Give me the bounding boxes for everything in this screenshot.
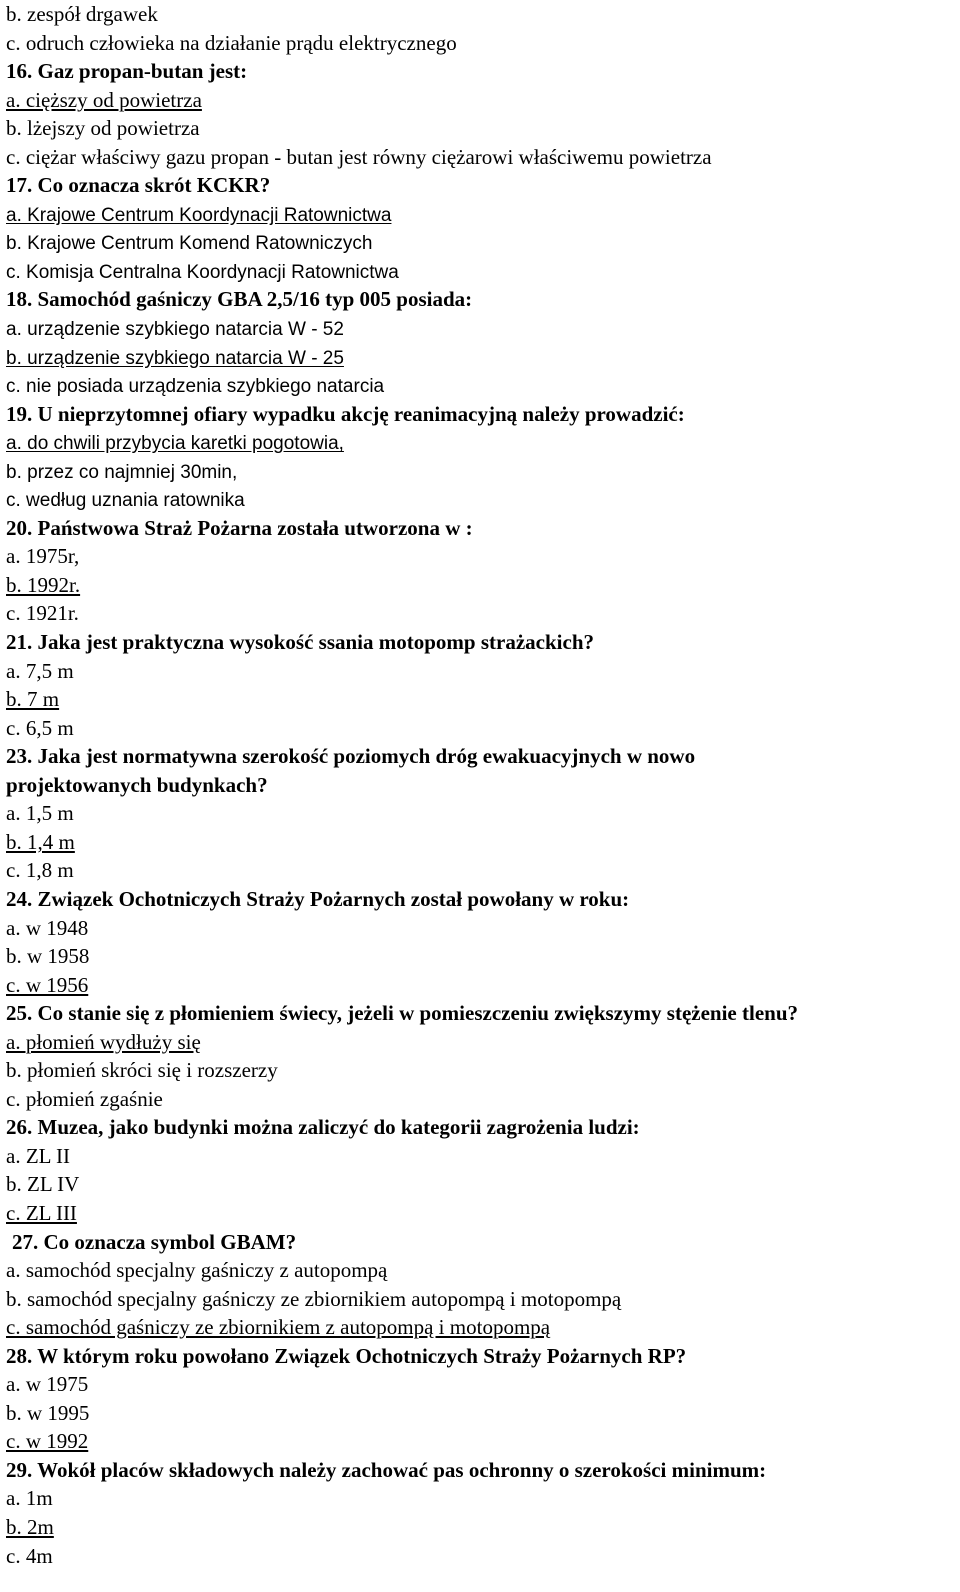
answer-line bbox=[6, 914, 956, 943]
question-text: 18. Samochód gaśniczy GBA 2,5/16 typ 005 posiada: bbox=[6, 287, 473, 312]
question-line bbox=[6, 285, 956, 314]
answer-line bbox=[6, 1484, 956, 1513]
answer-text: c. ciężar właściwy gazu propan - butan jest równy ciężarowi właściwemu powietrza bbox=[6, 144, 712, 169]
answer-text: a. cięższy od powietrza bbox=[6, 87, 202, 112]
answer-text: c. w 1956 bbox=[6, 972, 89, 997]
answer-text: b. zespół drgawek bbox=[6, 2, 158, 26]
answer-text: b. w 1958 bbox=[6, 944, 90, 969]
question-line bbox=[6, 514, 956, 543]
answer-line bbox=[6, 428, 956, 457]
answer-text: c. 1,8 m bbox=[6, 858, 74, 883]
answer-line bbox=[6, 1370, 956, 1399]
question-text: 24. Związek Ochotniczych Straży Pożarnych został powołany w roku: bbox=[6, 886, 630, 911]
answer-line bbox=[6, 0, 956, 29]
answer-line bbox=[6, 1170, 956, 1199]
question-text: 26. Muzea, jako budynki można zaliczyć do kategorii zagrożenia ludzi: bbox=[6, 1115, 640, 1140]
answer-line bbox=[6, 971, 956, 1000]
answer-text: c. samochód gaśniczy ze zbiornikiem z autopompą i motopompą bbox=[6, 1315, 551, 1340]
question-line bbox=[6, 57, 956, 86]
answer-line bbox=[6, 29, 956, 58]
answer-text: b. samochód specjalny gaśniczy ze zbiornikiem autopompą i motopompą bbox=[6, 1286, 622, 1311]
answer-text: b. 2m bbox=[6, 1514, 54, 1539]
answer-text: a. urządzenie szybkiego natarcia W - 52 bbox=[6, 319, 344, 341]
question-line bbox=[6, 1342, 956, 1371]
answer-line bbox=[6, 856, 956, 885]
answer-text: c. nie posiada urządzenia szybkiego natarcia bbox=[6, 376, 385, 398]
answer-text: a. płomień wydłuży się bbox=[6, 1029, 201, 1054]
answer-line bbox=[6, 657, 956, 686]
answer-text: c. według uznania ratownika bbox=[6, 490, 245, 512]
answer-line bbox=[6, 1285, 956, 1314]
answer-line bbox=[6, 228, 956, 257]
answer-text: b. 1,4 m bbox=[6, 829, 75, 854]
answer-line bbox=[6, 1256, 956, 1285]
question-text: 17. Co oznacza skrót KCKR? bbox=[6, 173, 271, 198]
question-text: 21. Jaka jest praktyczna wysokość ssania motopomp strażackich? bbox=[6, 630, 594, 655]
answer-text: b. ZL IV bbox=[6, 1172, 80, 1197]
answer-text: a. 1m bbox=[6, 1486, 53, 1511]
answer-line bbox=[6, 86, 956, 115]
question-text: projektowanych budynkach? bbox=[6, 772, 268, 797]
question-text: 29. Wokół placów składowych należy zachować pas ochronny o szerokości minimum: bbox=[6, 1457, 767, 1482]
answer-line bbox=[6, 714, 956, 743]
answer-text: b. 1992r. bbox=[6, 572, 81, 597]
answer-line bbox=[6, 542, 956, 571]
question-line bbox=[6, 771, 956, 800]
answer-text: a. w 1948 bbox=[6, 915, 89, 940]
answer-line bbox=[6, 457, 956, 486]
question-line bbox=[6, 628, 956, 657]
answer-text: c. 4m bbox=[6, 1543, 53, 1568]
answer-text: c. Komisja Centralna Koordynacji Ratownictwa bbox=[6, 261, 399, 283]
answer-text: b. 7 m bbox=[6, 687, 60, 712]
answer-line bbox=[6, 942, 956, 971]
question-line bbox=[6, 1113, 956, 1142]
answer-text: a. 1975r, bbox=[6, 544, 80, 569]
answer-text: b. urządzenie szybkiego natarcia W - 25 bbox=[6, 347, 344, 369]
question-text: 16. Gaz propan-butan jest: bbox=[6, 59, 248, 84]
answer-line bbox=[6, 828, 956, 857]
answer-line bbox=[6, 1028, 956, 1057]
answer-text: b. w 1995 bbox=[6, 1400, 90, 1425]
answer-line bbox=[6, 200, 956, 229]
answer-line bbox=[6, 1427, 956, 1456]
answer-line bbox=[6, 143, 956, 172]
answer-line bbox=[6, 599, 956, 628]
answer-text: b. lżejszy od powietrza bbox=[6, 116, 200, 141]
answer-text: a. Krajowe Centrum Koordynacji Ratownictwa bbox=[6, 204, 392, 226]
answer-text: c. płomień zgaśnie bbox=[6, 1086, 163, 1111]
answer-text: a. 7,5 m bbox=[6, 658, 74, 683]
answer-line bbox=[6, 257, 956, 286]
answer-line bbox=[6, 314, 956, 343]
answer-text: a. ZL II bbox=[6, 1143, 70, 1168]
question-text: 27. Co oznacza symbol GBAM? bbox=[12, 1229, 297, 1254]
document-page bbox=[6, 0, 956, 1570]
answer-text: a. samochód specjalny gaśniczy z autopompą bbox=[6, 1258, 388, 1283]
answer-text: a. w 1975 bbox=[6, 1372, 89, 1397]
question-text: 23. Jaka jest normatywna szerokość poziomych dróg ewakuacyjnych w nowo bbox=[6, 744, 696, 769]
question-line bbox=[6, 885, 956, 914]
answer-text: b. płomień skróci się i rozszerzy bbox=[6, 1058, 278, 1083]
answer-text: c. w 1992 bbox=[6, 1429, 89, 1454]
question-text: 28. W którym roku powołano Związek Ochotniczych Straży Pożarnych RP? bbox=[6, 1343, 687, 1368]
answer-line bbox=[6, 343, 956, 372]
question-text: 20. Państwowa Straż Pożarna została utworzona w : bbox=[6, 515, 473, 540]
answer-line bbox=[6, 485, 956, 514]
answer-line bbox=[6, 1542, 956, 1571]
answer-line bbox=[6, 1056, 956, 1085]
question-line bbox=[6, 1228, 956, 1257]
answer-text: b. przez co najmniej 30min, bbox=[6, 461, 238, 483]
answer-line bbox=[6, 1199, 956, 1228]
question-line bbox=[6, 400, 956, 429]
answer-line bbox=[6, 1399, 956, 1428]
answer-text: a. 1,5 m bbox=[6, 801, 74, 826]
answer-text: c. 6,5 m bbox=[6, 715, 74, 740]
answer-line bbox=[6, 1513, 956, 1542]
question-text: 25. Co stanie się z płomieniem świecy, jeżeli w pomieszczeniu zwiększymy stężenie tlenu? bbox=[6, 1001, 799, 1026]
answer-line bbox=[6, 571, 956, 600]
answer-text: c. ZL III bbox=[6, 1200, 77, 1225]
answer-line bbox=[6, 371, 956, 400]
answer-line bbox=[6, 1085, 956, 1114]
question-text: 19. U nieprzytomnej ofiary wypadku akcję reanimacyjną należy prowadzić: bbox=[6, 401, 685, 426]
question-line bbox=[6, 1456, 956, 1485]
answer-line bbox=[6, 685, 956, 714]
answer-line bbox=[6, 1142, 956, 1171]
answer-text: c. 1921r. bbox=[6, 601, 79, 626]
answer-line bbox=[6, 1313, 956, 1342]
answer-line bbox=[6, 799, 956, 828]
question-line bbox=[6, 171, 956, 200]
question-line bbox=[6, 742, 956, 771]
answer-text: a. do chwili przybycia karetki pogotowia, bbox=[6, 433, 344, 455]
answer-text: c. odruch człowieka na działanie prądu elektrycznego bbox=[6, 30, 457, 55]
answer-line bbox=[6, 114, 956, 143]
question-line bbox=[6, 999, 956, 1028]
answer-text: b. Krajowe Centrum Komend Ratowniczych bbox=[6, 233, 373, 255]
